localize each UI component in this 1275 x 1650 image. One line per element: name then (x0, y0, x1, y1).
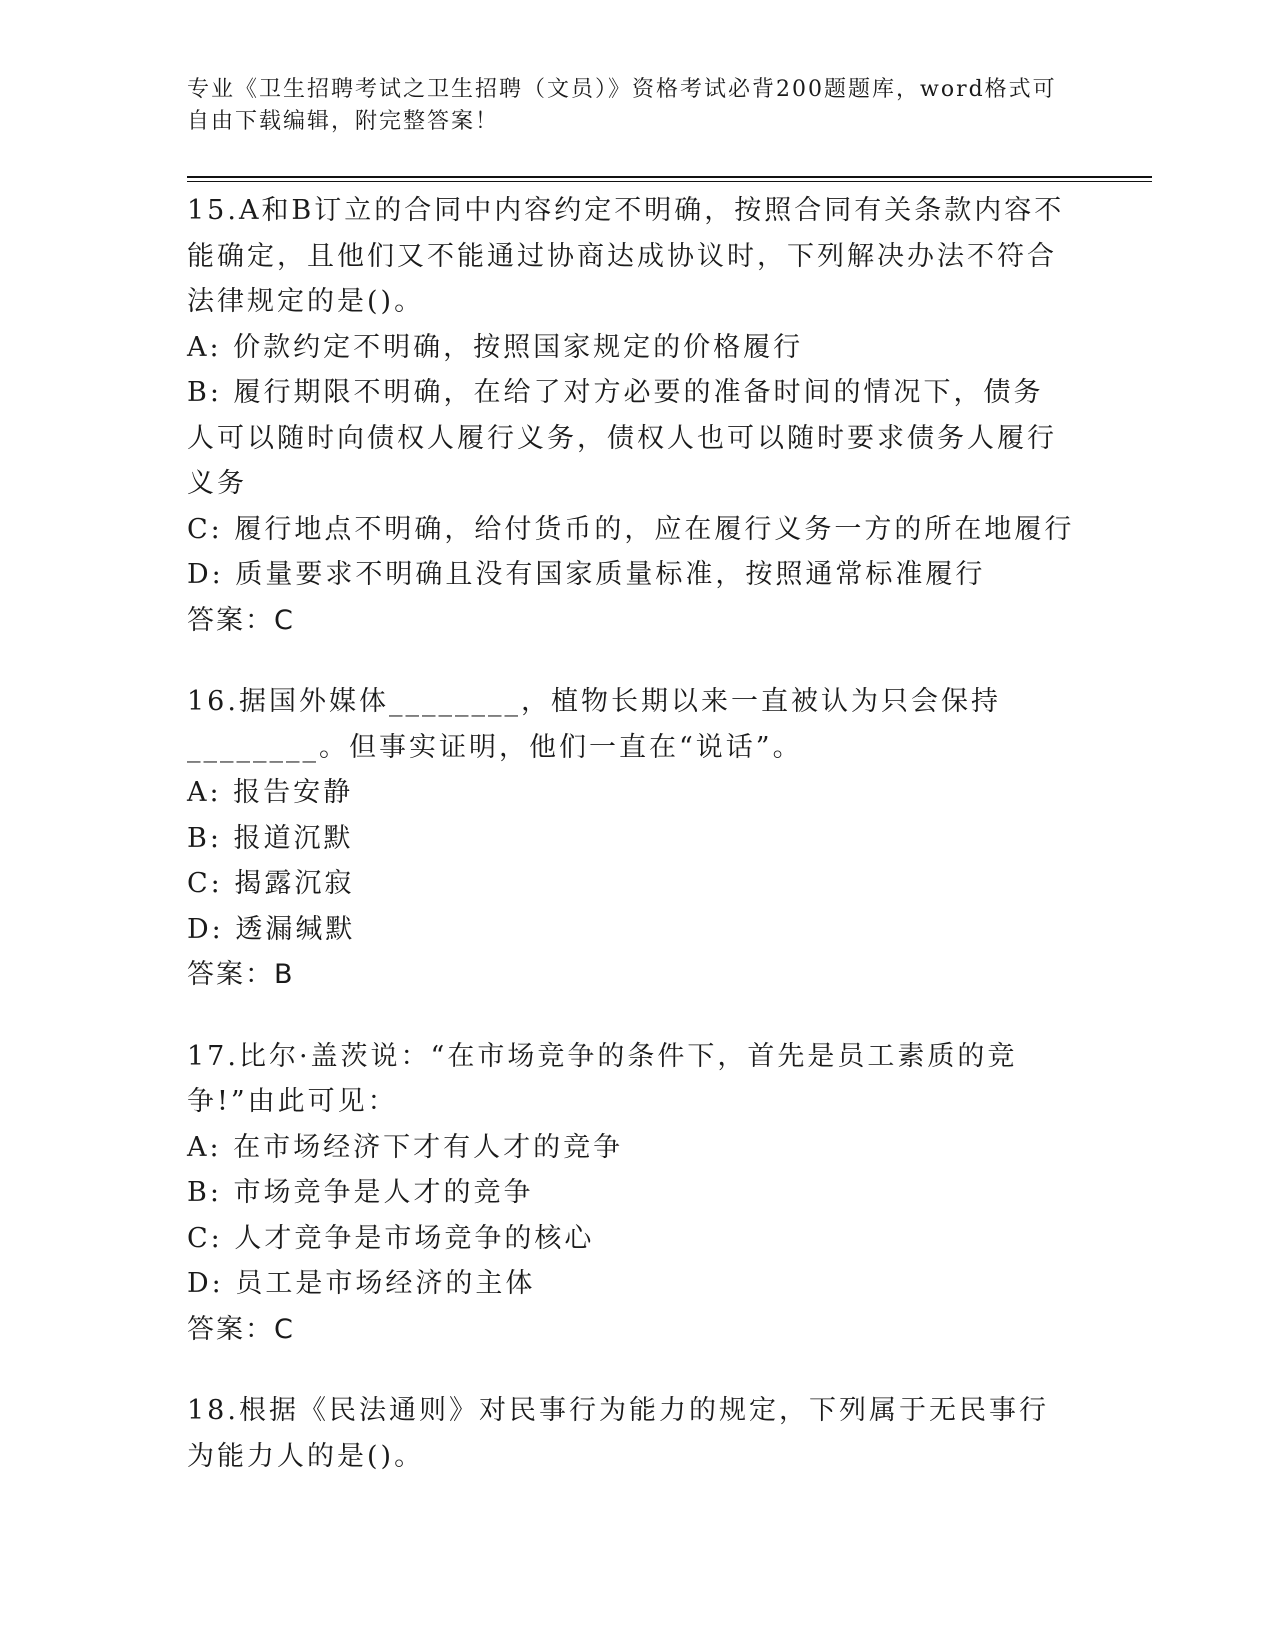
question-stem: 16.据国外媒体________，植物长期以来一直被认为只会保持________。但事实证明，他们一直在“说话”。 (187, 686, 1001, 763)
option-b: B: 市场竞争是人才的竞争 (187, 1177, 534, 1208)
question-stem: 15.A和B订立的合同中内容约定不明确，按照合同有关条款内容不能确定，且他们又不能通过协商达成协议时，下列解决办法不符合法律规定的是()。 (187, 195, 1065, 317)
document-header: 专业《卫生招聘考试之卫生招聘（文员）》资格考试必背200题题库，word格式可自由下载编辑，附完整答案！ (187, 77, 1057, 134)
answer-label: 答案：C (187, 1313, 295, 1345)
header-divider (187, 176, 1152, 178)
option-b: B: 履行期限不明确，在给了对方必要的准备时间的情况下，债务人可以随时向债权人履行义务，债权人也可以随时要求债务人履行义务 (187, 377, 1057, 499)
question-list (187, 188, 1087, 1515)
option-c: C: 人才竞争是市场竞争的核心 (187, 1222, 595, 1254)
question-stem: 18.根据《民法通则》对民事行为能力的规定，下列属于无民事行为能力人的是()。 (187, 1395, 1049, 1472)
answer-label: 答案：C (187, 604, 295, 636)
option-c: C: 履行地点不明确，给付货币的，应在履行义务一方的所在地履行 (187, 513, 1075, 545)
option-d: D: 员工是市场经济的主体 (187, 1268, 536, 1299)
option-a: A: 报告安静 (187, 777, 354, 808)
option-d: D: 质量要求不明确且没有国家质量标准，按照通常标准履行 (187, 559, 986, 590)
question-18 (187, 1388, 1087, 1479)
question-15 (187, 188, 1087, 643)
question-stem: 17.比尔·盖茨说：“在市场竞争的条件下，首先是员工素质的竞争!”由此可见： (187, 1040, 1018, 1117)
option-a: A: 在市场经济下才有人才的竞争 (187, 1131, 624, 1163)
option-a: A: 价款约定不明确，按照国家规定的价格履行 (187, 331, 804, 363)
option-b: B: 报道沉默 (187, 822, 354, 854)
question-16 (187, 679, 1087, 998)
option-c: C: 揭露沉寂 (187, 868, 355, 899)
question-17 (187, 1034, 1087, 1353)
option-d: D: 透漏缄默 (187, 913, 356, 945)
answer-label: 答案：B (187, 959, 295, 990)
header-divider-thin (187, 181, 1152, 182)
